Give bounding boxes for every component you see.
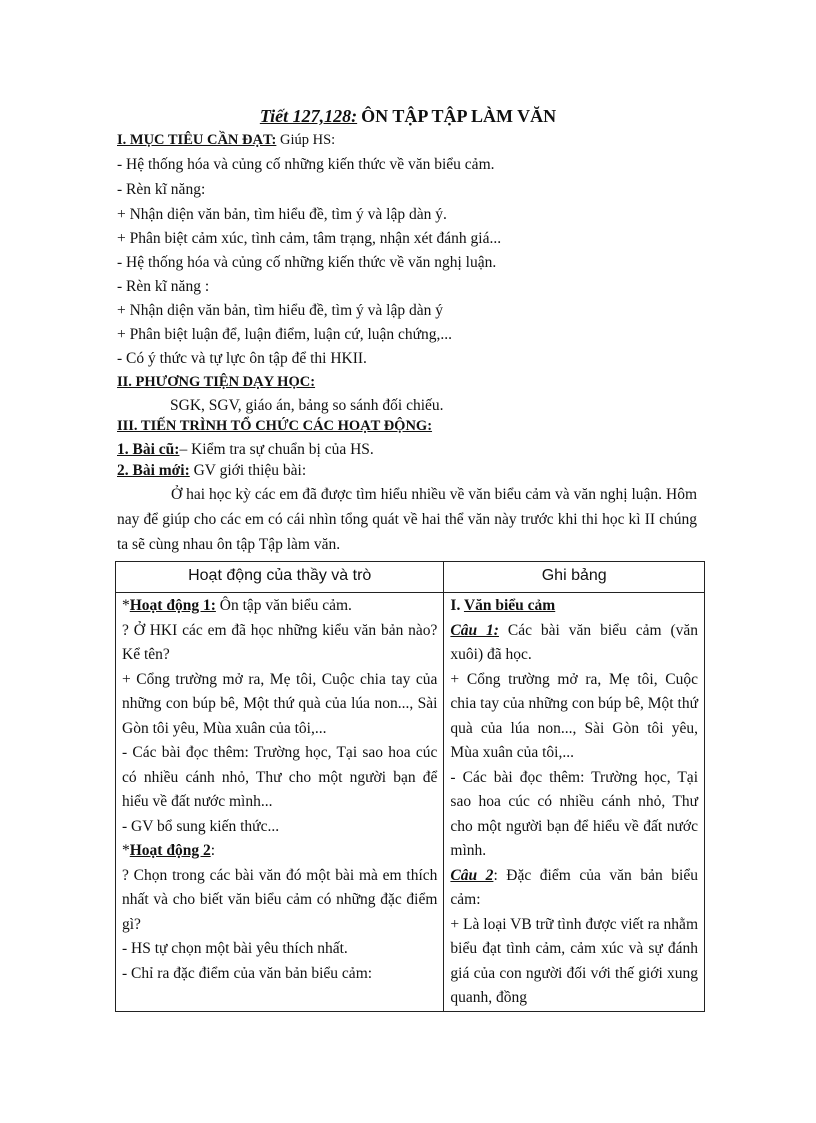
section-1-heading-text: I. MỤC TIÊU CẦN ĐẠT: bbox=[117, 132, 277, 148]
cau-1 bbox=[450, 619, 698, 668]
objective-line: - Có ý thức và tự lực ôn tập để thi HKII. bbox=[117, 350, 367, 367]
answer-2: - Các bài đọc thêm: Trường học, Tại sao hoa cúc có nhiều cánh nhỏ, Thư cho một người bạn để hiểu về đất nước mình... bbox=[122, 744, 438, 810]
activity-1-prefix: * bbox=[122, 597, 130, 614]
new-lesson-label: 2. Bài mới: bbox=[117, 462, 190, 479]
activities-cell bbox=[116, 593, 444, 1012]
objective-line: - Hệ thống hóa và củng cố những kiến thức về văn biểu cảm. bbox=[117, 156, 495, 173]
objective-line: + Phân biệt cảm xúc, tình cảm, tâm trạng, nhận xét đánh giá... bbox=[117, 230, 502, 247]
question-2: ? Chọn trong các bài văn đó một bài mà em thích nhất và cho biết văn biểu cảm có những đặc điểm gì? bbox=[122, 866, 438, 933]
activity-2-label: Hoạt động 2 bbox=[129, 842, 211, 859]
objective-line: + Nhận diện văn bản, tìm hiểu đề, tìm ý và lập dàn ý bbox=[117, 302, 443, 319]
board-cell bbox=[444, 593, 705, 1012]
section-2-heading bbox=[117, 372, 702, 392]
lesson-title: ÔN TẬP TẬP LÀM VĂN bbox=[361, 106, 557, 126]
board-heading-text: Văn biểu cảm bbox=[463, 597, 556, 614]
activity-2-prefix: * bbox=[122, 842, 130, 859]
activity-1-label: Hoạt động 1: bbox=[129, 597, 216, 614]
activity-1-text: Ôn tập văn biểu cảm. bbox=[215, 597, 352, 614]
section-2-heading-text: II. PHƯƠNG TIỆN DẠY HỌC: bbox=[117, 374, 316, 390]
board-line-1: + Cổng trường mở ra, Mẹ tôi, Cuộc chia tay của những con búp bê, Một thứ quà của lúa non..., Sài Gòn tôi yêu, Mùa xuân của tôi,... bbox=[450, 670, 698, 761]
objective-line: + Phân biệt luận để, luận điểm, luận cứ, luận chứng,... bbox=[117, 326, 453, 343]
old-lesson-text: – Kiểm tra sự chuẩn bị của HS. bbox=[179, 441, 374, 458]
answer-3: - GV bổ sung kiến thức... bbox=[122, 817, 280, 835]
materials-text: SGK, SGV, giáo án, bảng so sánh đối chiếu. bbox=[170, 397, 444, 414]
old-lesson-label: 1. Bài cũ: bbox=[117, 441, 180, 458]
page-title bbox=[0, 106, 816, 127]
cau-2-label: Câu 2 bbox=[450, 866, 494, 884]
new-lesson-line bbox=[117, 461, 702, 481]
section-3-heading-text: III. TIẾN TRÌNH TỔ CHỨC CÁC HOẠT ĐỘNG: bbox=[117, 418, 433, 434]
cau-1-label: Câu 1: bbox=[450, 621, 499, 639]
board-line-3: + Là loại VB trữ tình được viết ra nhằm biểu đạt tình cảm, cảm xúc và sự đánh giá của con người đối với thế giới xung quanh, đồng bbox=[450, 915, 698, 1006]
section-1-suffix: Giúp HS: bbox=[276, 132, 336, 148]
question-1: ? Ở HKI các em đã học những kiểu văn bản nào? Kể tên? bbox=[122, 621, 438, 663]
old-lesson-line bbox=[117, 440, 702, 460]
activity-2-text: : bbox=[210, 842, 216, 859]
board-heading-prefix: I. bbox=[450, 597, 464, 614]
cau-1-text: Các bài văn biểu cảm (văn xuôi) đã học. bbox=[450, 621, 698, 663]
objective-line: - Rèn kĩ năng: bbox=[117, 181, 206, 198]
lesson-number: Tiết 127,128: bbox=[259, 106, 358, 126]
activity-1-heading bbox=[122, 594, 437, 619]
section-1-heading bbox=[117, 130, 702, 150]
answer-5: - Chỉ ra đặc điểm của văn bản biểu cảm: bbox=[122, 964, 373, 982]
objective-line: - Hệ thống hóa và củng cố những kiến thức về văn nghị luận. bbox=[117, 254, 497, 271]
answer-1: + Cổng trường mở ra, Mẹ tôi, Cuộc chia tay của những con búp bê, Một thứ quà của lúa non..., Sài Gòn tôi yêu, Mùa xuân của tôi,... bbox=[122, 670, 438, 737]
objective-line: - Rèn kĩ năng : bbox=[117, 278, 210, 295]
cau-2-text: : Đặc điểm của văn bản biểu cảm: bbox=[450, 866, 698, 908]
objective-line: + Nhận diện văn bản, tìm hiểu đề, tìm ý và lập dàn ý. bbox=[117, 206, 447, 223]
new-lesson-text: GV giới thiệu bài: bbox=[189, 462, 307, 479]
board-line-2: - Các bài đọc thêm: Trường học, Tại sao hoa cúc có nhiều cánh nhỏ, Thư cho một người bạn để hiểu về đất nước mình. bbox=[450, 768, 698, 859]
col-header-activities: Hoạt động của thầy và trò bbox=[116, 562, 444, 593]
section-3-heading bbox=[117, 416, 702, 436]
activity-table bbox=[115, 561, 705, 1012]
table-row bbox=[116, 593, 705, 1012]
table-header-row bbox=[116, 562, 705, 593]
cau-2 bbox=[450, 864, 698, 913]
intro-paragraph: Ở hai học kỳ các em đã được tìm hiểu nhiều về văn biểu cảm và văn nghị luận. Hôm nay để giúp cho các em có cái nhìn tổng quát về hai thể văn này trước khi thi học kì II chúng ta sẽ cùng nhau ôn tập Tập làm văn. bbox=[117, 486, 697, 553]
board-heading bbox=[450, 594, 698, 619]
activity-2-heading bbox=[122, 839, 437, 864]
col-header-board: Ghi bảng bbox=[444, 562, 705, 593]
answer-4: - HS tự chọn một bài yêu thích nhất. bbox=[122, 940, 348, 957]
